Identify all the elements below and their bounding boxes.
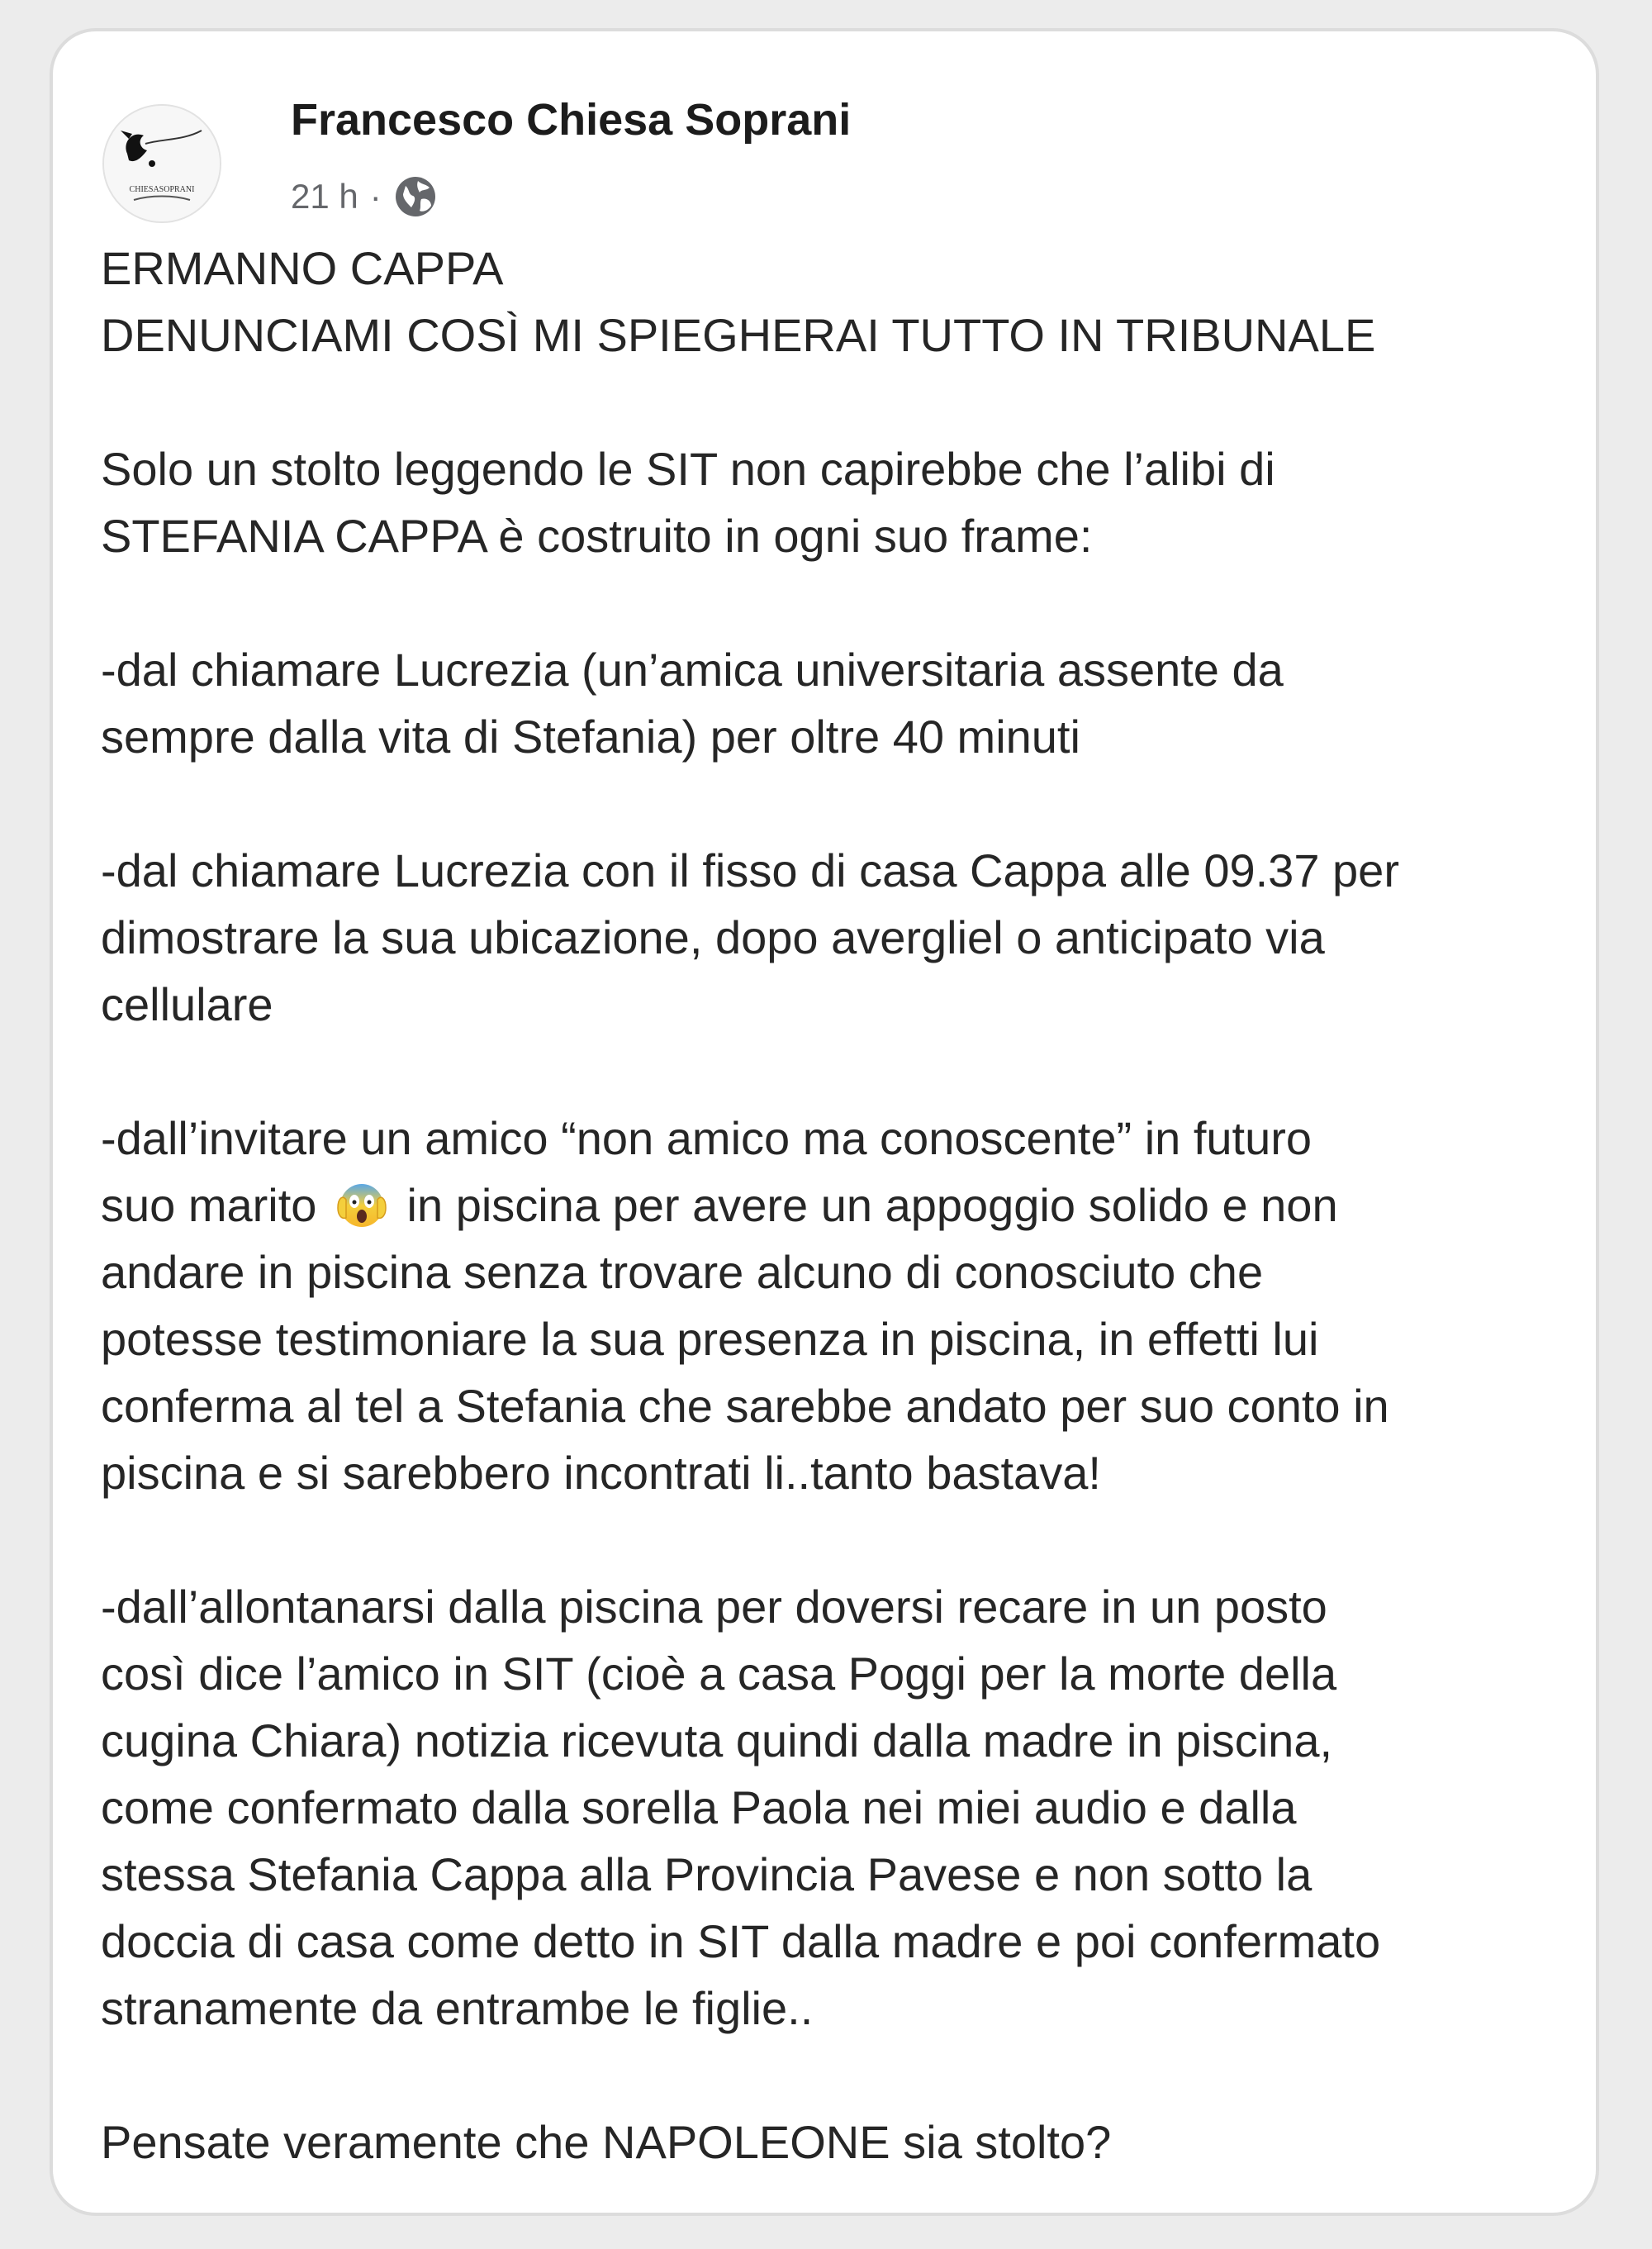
avatar-logo-text: CHIESASOPRANI [129, 185, 195, 194]
post-closing-question: Pensate veramente che NAPOLEONE sia stolto? [101, 2116, 1112, 2168]
post-paragraph: -dall’allontanarsi dalla piscina per doversi recare in un posto così dice l’amico in SIT (cioè a casa Poggi per la morte della cugina Chiara) notizia ricevuta quindi dalla madre in piscina, come confermato dalla sorella Paola nei miei audio e dalla stessa Stefania Cappa alla Provincia Pavese e non sotto la doccia di casa come detto in SIT dalla madre e poi confermato stranamente da entrambe le figlie.. [101, 1581, 1381, 2034]
post-paragraph: Solo un stolto leggendo le SIT non capirebbe che l’alibi di STEFANIA CAPPA è costruito in ogni suo frame: [101, 443, 1275, 562]
post-paragraph: -dal chiamare Lucrezia con il fisso di casa Cappa alle 09.37 per dimostrare la sua ubicazione, dopo avergliel o anticipato via cellulare [101, 844, 1399, 1030]
post-timestamp[interactable]: 21 h [291, 177, 358, 216]
post-heading: ERMANNO CAPPA DENUNCIAMI COSÌ MI SPIEGHERAI TUTTO IN TRIBUNALE [101, 242, 1376, 361]
avatar-logo-icon [104, 106, 220, 221]
post-body [101, 235, 1588, 2175]
globe-icon[interactable] [393, 174, 438, 219]
post-paragraph: -dal chiamare Lucrezia (un’amica universitaria assente da sempre dalla vita di Stefania) per oltre 40 minuti [101, 644, 1284, 763]
post-card [50, 28, 1599, 2216]
face-screaming-in-fear-icon [333, 1175, 391, 1233]
post-header [96, 71, 1550, 236]
avatar[interactable] [102, 104, 221, 223]
paragraph-text-before-emoji: -dall’invitare un amico “non amico ma conoscente” in futuro suo marito [101, 1112, 1313, 1231]
paragraph-text-after-emoji: in piscina per avere un appoggio solido e non andare in piscina senza trovare alcuno di conosciuto che potesse testimoniare la sua presenza in piscina, in effetti lui conferma al tel a Stefania che sarebbe andato per suo conto in piscina e si sarebbero incontrati li..tanto bastava! [101, 1179, 1389, 1499]
post-paragraph-with-emoji [101, 1105, 1588, 1506]
author-name[interactable]: Francesco Chiesa Soprani [291, 95, 852, 145]
meta-separator: · [369, 177, 382, 216]
post-meta [291, 172, 438, 221]
